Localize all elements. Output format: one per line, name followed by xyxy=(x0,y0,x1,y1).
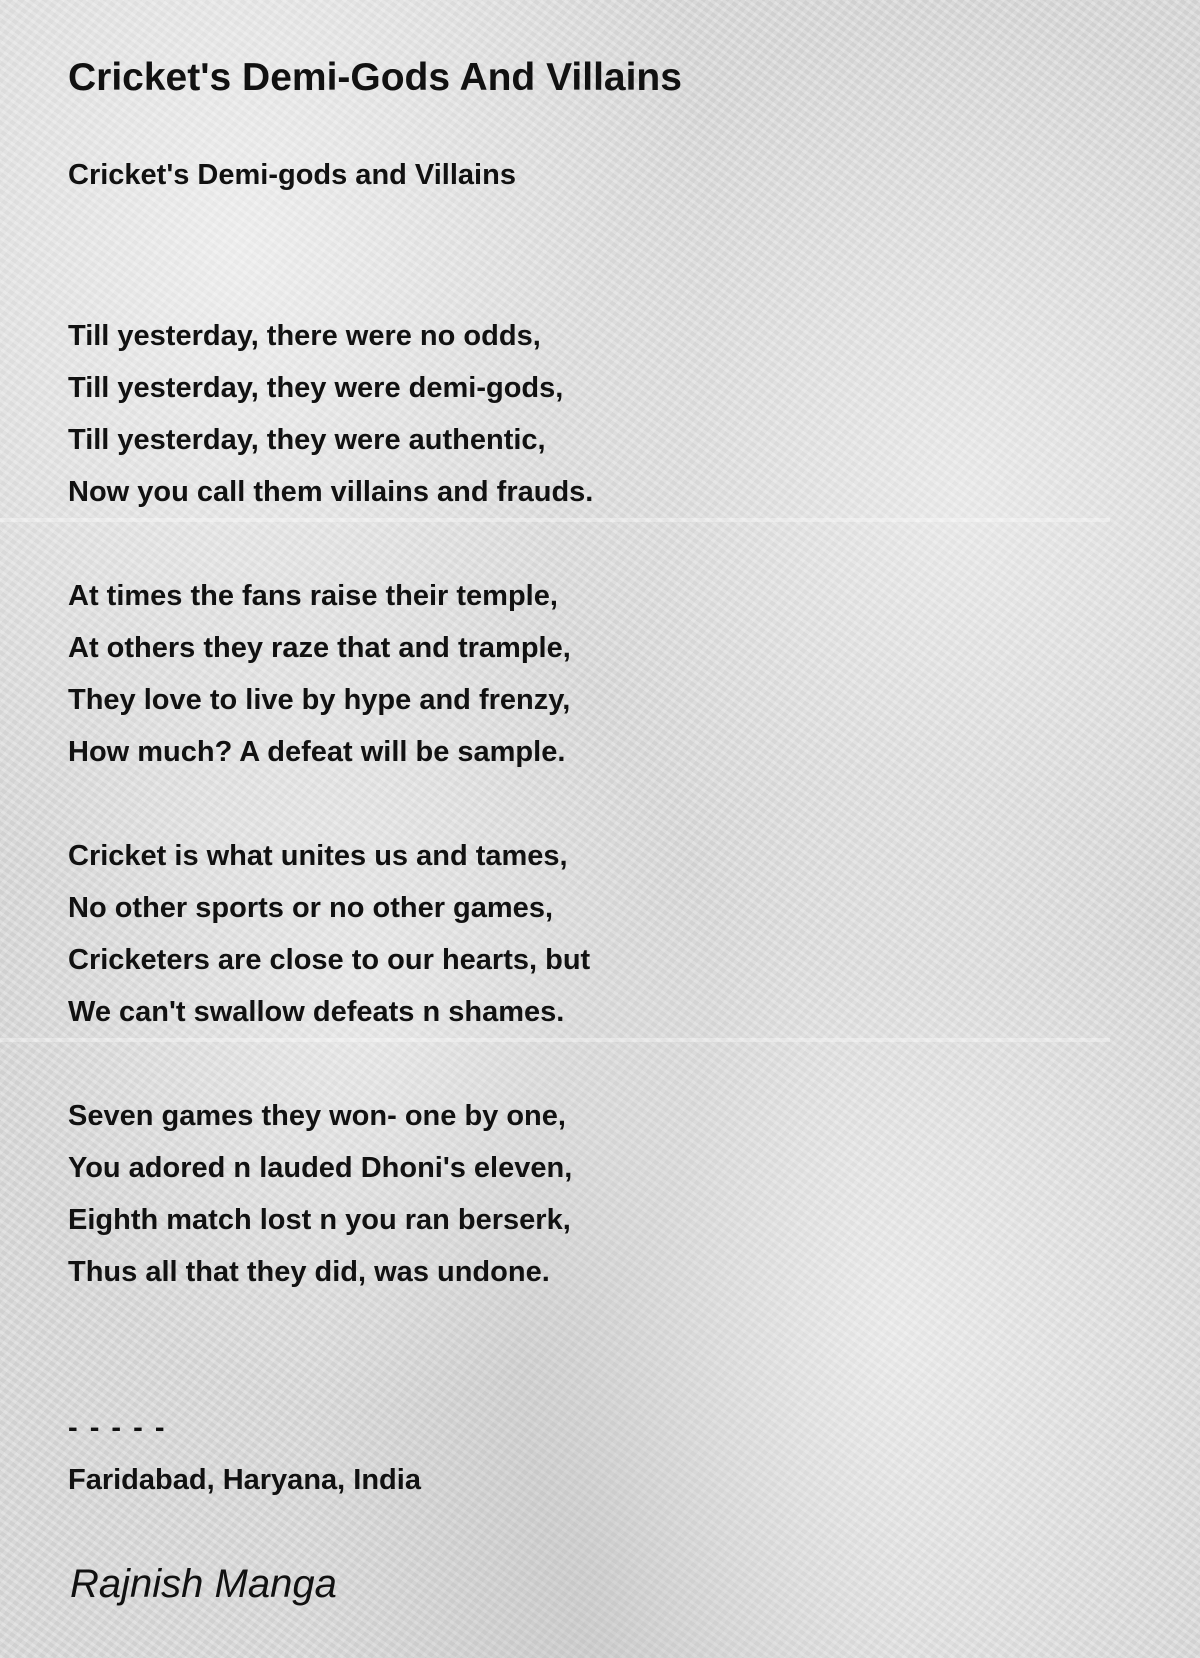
poem-line: We can't swallow defeats n shames. xyxy=(68,996,565,1028)
stanza-2 xyxy=(68,570,593,778)
author-name: Rajnish Manga xyxy=(70,1562,337,1606)
poem-title: Cricket's Demi-Gods And Villains xyxy=(68,56,682,99)
author-location: Faridabad, Haryana, India xyxy=(68,1464,421,1496)
poem-line: Till yesterday, they were demi-gods, xyxy=(68,372,564,404)
poem-line: How much? A defeat will be sample. xyxy=(68,736,566,768)
poem-line: Eighth match lost n you ran berserk, xyxy=(68,1204,571,1236)
stanza-3 xyxy=(68,830,593,1038)
poem-line: They love to live by hype and frenzy, xyxy=(68,684,571,716)
poem-line: At times the fans raise their temple, xyxy=(68,580,558,612)
poem-line: Cricket is what unites us and tames, xyxy=(68,840,568,872)
poem-line: Seven games they won- one by one, xyxy=(68,1100,566,1132)
poem-line: No other sports or no other games, xyxy=(68,892,553,924)
poem-line: At others they raze that and trample, xyxy=(68,632,571,664)
poem-line: Cricketers are close to our hearts, but xyxy=(68,944,591,976)
section-divider: - - - - - xyxy=(68,1412,167,1444)
poem-line: Till yesterday, there were no odds, xyxy=(68,320,541,352)
poem-line: Till yesterday, they were authentic, xyxy=(68,424,546,456)
poem-line: Thus all that they did, was undone. xyxy=(68,1256,550,1288)
stanza-4 xyxy=(68,1090,593,1298)
poem-line: Now you call them villains and frauds. xyxy=(68,476,594,508)
stanza-1 xyxy=(68,310,593,518)
poem-line: You adored n lauded Dhoni's eleven, xyxy=(68,1152,573,1184)
poem-subtitle: Cricket's Demi-gods and Villains xyxy=(68,159,516,191)
poem-body xyxy=(68,310,593,1350)
